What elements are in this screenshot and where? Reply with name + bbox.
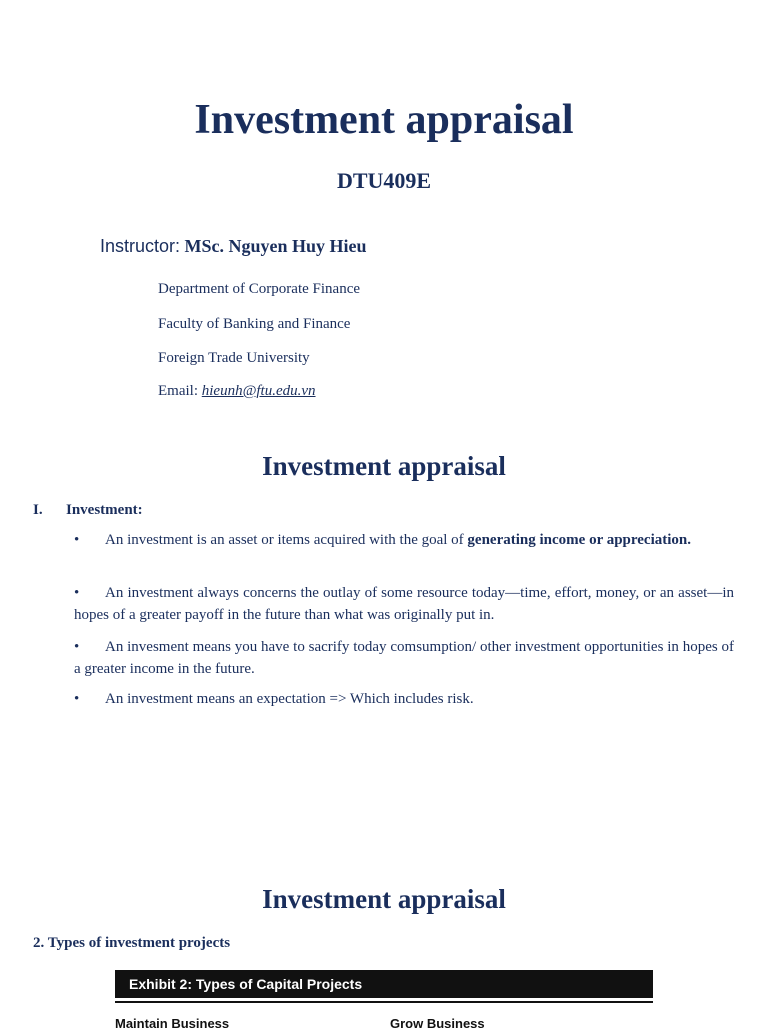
university-text: Foreign Trade University — [158, 350, 310, 366]
bullet-2-text: An investment always concerns the outlay of some resource today—time, effort, money, or an asset—in hopes of a greater payoff in the future than what was originally put in. — [74, 585, 734, 623]
bullet-4-text: An investment means an expectation => Which includes risk. — [105, 691, 474, 707]
exhibit-col-grow: Grow Business — [390, 1016, 485, 1031]
bullet-1-bold: generating income or appreciation. — [467, 532, 692, 548]
instructor-label: Instructor: — [100, 236, 181, 256]
department-text: Department of Corporate Finance — [158, 281, 361, 297]
instructor-name: MSc. Nguyen Huy Hieu — [184, 236, 367, 256]
bullet-dot-icon: • — [74, 585, 80, 601]
section-heading: Investment: — [66, 502, 143, 518]
bullet-1-text: An investment is an asset or items acquired with the goal of — [105, 532, 464, 548]
bullet-item-1 — [74, 529, 734, 551]
section-number: I. — [33, 502, 43, 518]
bullet-item-4 — [74, 688, 734, 710]
bullet-item-2 — [74, 582, 734, 626]
types-subtitle: 2. Types of investment projects — [33, 935, 231, 951]
bullet-3-text: An invesment means you have to sacrify today comsumption/ other investment opportunities in hopes of a greater income in the future. — [74, 639, 734, 677]
exhibit-col-maintain: Maintain Business — [115, 1016, 230, 1031]
email-line — [158, 383, 316, 400]
faculty-text: Faculty of Banking and Finance — [158, 316, 351, 332]
section-title-investment-appraisal-2: Investment appraisal — [262, 884, 506, 914]
instructor-line — [100, 236, 367, 257]
email-link[interactable]: hieunh@ftu.edu.vn — [201, 383, 316, 399]
exhibit-title-bar: Exhibit 2: Types of Capital Projects — [115, 970, 653, 998]
bullet-dot-icon: • — [74, 532, 80, 548]
section-title-investment-appraisal: Investment appraisal — [262, 451, 506, 481]
bullet-dot-icon: • — [74, 639, 80, 655]
bullet-item-3 — [74, 636, 734, 680]
exhibit-divider — [115, 1001, 653, 1003]
page-title: Investment appraisal — [194, 97, 574, 143]
email-label: Email: — [158, 383, 198, 399]
bullet-dot-icon: • — [74, 691, 80, 707]
course-code: DTU409E — [336, 168, 432, 193]
